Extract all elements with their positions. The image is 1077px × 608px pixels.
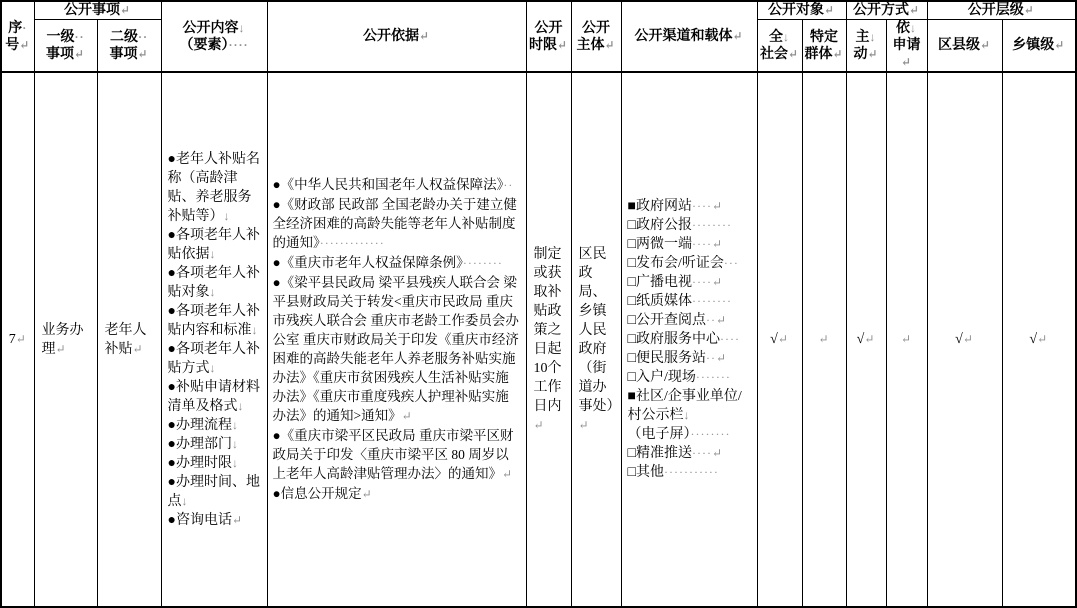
cell-disclosure-basis: ●《中华人民共和国老年人权益保障法》·· ●《财政部 民政部 全国老龄办关于建立健全经济困难的高龄失能等老年人补贴制度的通知》············· ●《重庆市老年人权益保障条例》········ ●《梁平县民政局 梁平县残疾人联合会 梁平县财政局关于转发<重庆市民政局 重庆市残疾人联合会 重庆市老龄工作委员会办公室 重庆市财政局关于印发《重庆市经济困难的高龄失能老年人养老服务补贴实施办法》《重庆市贫困残疾人生活补贴实施办法》《重庆市重度残疾人护理补贴实施办法》的通知>通知》↵ ●《重庆市梁平区民政局 重庆市梁平区财政局关于印发〈重庆市梁平区 80 周岁以上老年人高龄津贴管理办法〉的通知》↵ ●信息公开规定↵ [267,72,526,607]
header-row-1 [1,1,1076,20]
header-disclosure-subject: 公开 主体↵ [571,1,621,72]
header-disclosure-method: 公开方式↵ [846,1,927,20]
header-disclosure-level: 公开层级↵ [927,1,1076,20]
table-body [1,72,1076,607]
cell-time-limit: 制定或获取补贴政策之日起10个工作日内↵ [526,72,571,607]
cell-check-proactive: √↵ [846,72,886,607]
header-disclosure-channels: 公开渠道和载体↵ [621,1,757,72]
cell-disclosure-channels: ■政府网站····↵ □政府公报········ □两微一端····↵ □发布会/听证会··· □广播电视····↵ □纸质媒体········ □公开查阅点··↵ □政府服务中心···· □便民服务站··↵ □入户/现场······· ■社区/企事业单位/村公示栏↓ （电子屏）········ □精准推送····↵ □其他··········· [621,72,757,607]
cell-serial-number: 7↵ [1,72,34,607]
header-level2-item: 二级·· 事项↵ [97,20,161,73]
cell-check-on-request: ↵ [886,72,927,607]
header-on-request: 依↓ 申请↵ [886,20,927,73]
header-specific-group: 特定 群体↵ [802,20,846,73]
cell-check-specific-group: ↵ [802,72,846,607]
cell-check-district-level: √↵ [927,72,1002,607]
cell-level2-item: 老年人补贴↵ [97,72,161,607]
cell-disclosure-content: ●老年人补贴名称（高龄津贴、养老服务补贴等）↓ ●各项老年人补贴依据↓ ●各项老年人补贴对象↓ ●各项老年人补贴内容和标准↓ ●各项老年人补贴方式↓ ●补贴申请材料清单及格式↓ ●办理流程↓ ●办理部门↓ ●办理时限↓ ●办理时间、地点↓ ●咨询电话↵ [161,72,267,607]
cell-disclosure-subject: 区民政局、乡镇人民政府（街道办事处）↵ [571,72,621,607]
header-whole-society: 全↓ 社会↵ [757,20,802,73]
header-district-level: 区县级↵ [927,20,1002,73]
header-proactive: 主↓ 动↵ [846,20,886,73]
table-header [1,1,1076,72]
header-disclosure-content: 公开内容↓ （要素）···· [161,1,267,72]
table-row [1,72,1076,607]
cell-check-township-level: √↵ [1002,72,1076,607]
header-disclosure-basis: 公开依据↵ [267,1,526,72]
cell-check-whole-society: √↵ [757,72,802,607]
header-disclosure-time-limit: 公开 时限↵ [526,1,571,72]
header-level1-item: 一级·· 事项↵ [34,20,97,73]
header-disclosure-target: 公开对象↵ [757,1,846,20]
header-serial-number: 序· 号↵ [1,1,34,72]
header-disclosure-items: 公开事项↵ [34,1,161,20]
header-township-level: 乡镇级↵ [1002,20,1076,73]
cell-level1-item: 业务办理↵ [34,72,97,607]
